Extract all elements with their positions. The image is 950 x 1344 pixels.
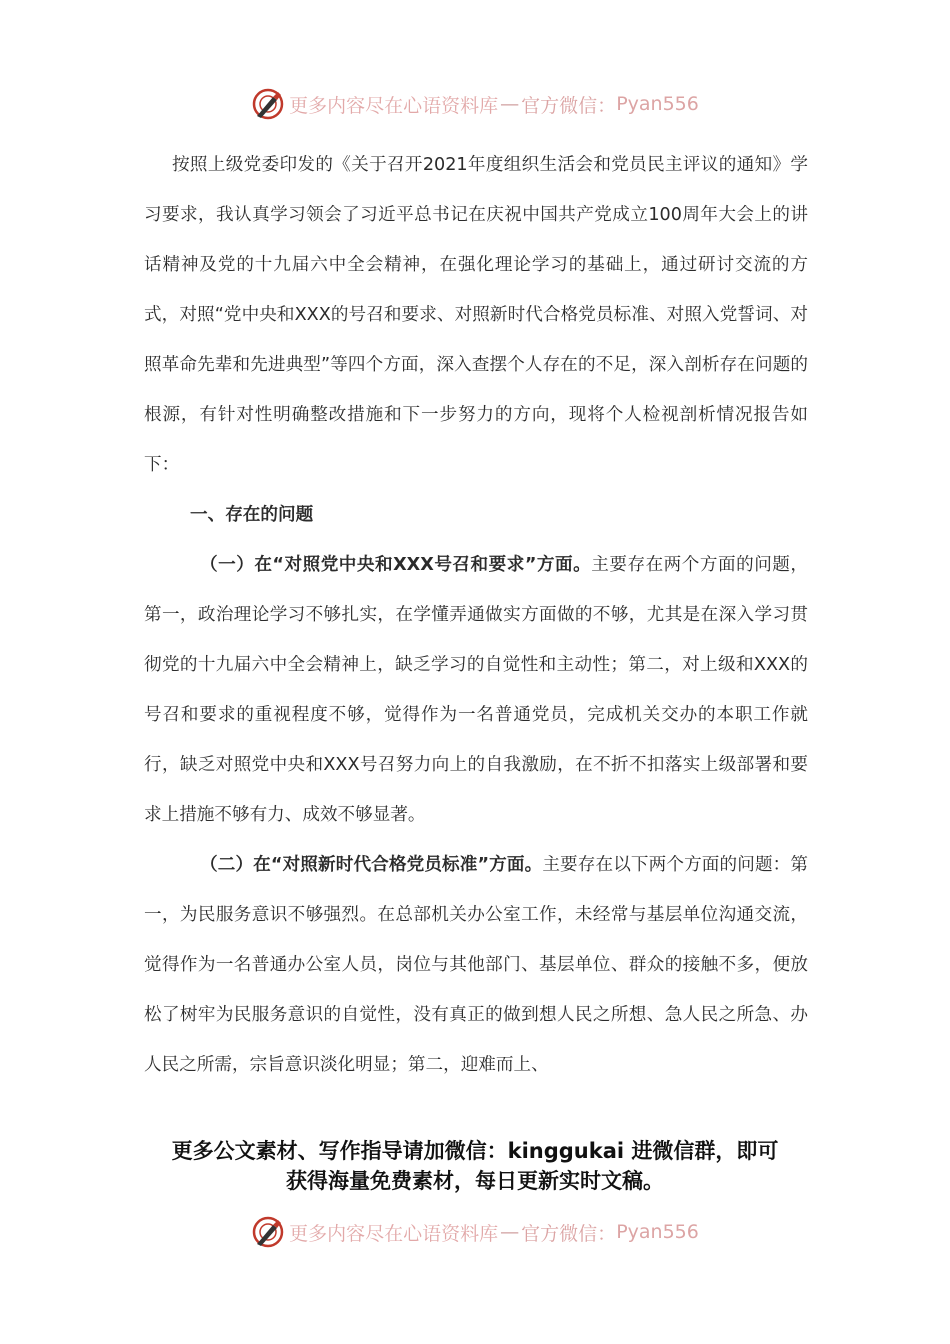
footer-banner — [0, 1210, 950, 1254]
promo-note-line-1: 更多公文素材、写作指导请加微信：kinggukai 进微信群，即可 — [171, 1139, 779, 1163]
intro-paragraph: 按照上级党委印发的《关于召开2021年度组织生活会和党员民主评议的通知》学习要求，我认真学习领会了习近平总书记在庆祝中国共产党成立100周年大会上的讲话精神及党的十九届六中全会精神，在强化理论学习的基础上，通过研讨交流的方式，对照“党中央和XXX的号召和要求、对照新时代合格党员标准、对照入党誓词、对照革命先辈和先进典型”等四个方面，深入查摆个人存在的不足，深入剖析存在问题的根源，有针对性明确整改措施和下一步努力的方向，现将个人检视剖析情况报告如下： — [144, 155, 808, 475]
pen-logo-icon — [251, 1215, 285, 1249]
promo-note-line-2: 获得海量免费素材，每日更新实时文稿。 — [286, 1169, 664, 1193]
banner-separator: — — [500, 1221, 520, 1243]
pen-logo-icon — [251, 87, 285, 121]
promo-note — [0, 1136, 950, 1196]
item-2-title: （二）在“对照新时代合格党员标准”方面。 — [200, 855, 543, 875]
header-banner — [0, 82, 950, 126]
item-1-text: 主要存在两个方面的问题，第一，政治理论学习不够扎实，在学懂弄通做实方面做的不够，尤其是在深入学习贯彻党的十九届六中全会精神上，缺乏学习的自觉性和主动性；第二，对上级和XXX的号召和要求的重视程度不够，觉得作为一名普通党员，完成机关交办的本职工作就行，缺乏对照党中央和XXX号召努力向上的自我激励，在不折不扣落实上级部署和要求上措施不够有力、成效不够显著。 — [144, 555, 808, 825]
banner-wechat-label: 官方微信： — [521, 94, 617, 117]
banner-separator: — — [500, 93, 520, 115]
section-heading: 一、存在的问题 — [190, 505, 314, 525]
item-1-title: （一）在“对照党中央和XXX号召和要求”方面。 — [200, 555, 592, 575]
banner-text: 更多内容尽在心语资料库 — [289, 1222, 499, 1245]
banner-wechat-label: 官方微信： — [521, 1222, 617, 1245]
banner-wechat-id: Pyan556 — [616, 93, 699, 115]
banner-wechat-id: Pyan556 — [616, 1221, 699, 1243]
item-1-paragraph — [144, 540, 808, 840]
banner-text: 更多内容尽在心语资料库 — [289, 94, 499, 117]
item-2-text: 主要存在以下两个方面的问题：第一，为民服务意识不够强烈。在总部机关办公室工作，未经常与基层单位沟通交流，觉得作为一名普通办公室人员，岗位与其他部门、基层单位、群众的接触不多，便放松了树牢为民服务意识的自觉性，没有真正的做到想人民之所想、急人民之所急、办人民之所需，宗旨意识淡化明显；第二，迎难而上、 — [144, 855, 808, 1075]
document-body — [144, 140, 808, 1090]
item-2-paragraph — [144, 840, 808, 1090]
